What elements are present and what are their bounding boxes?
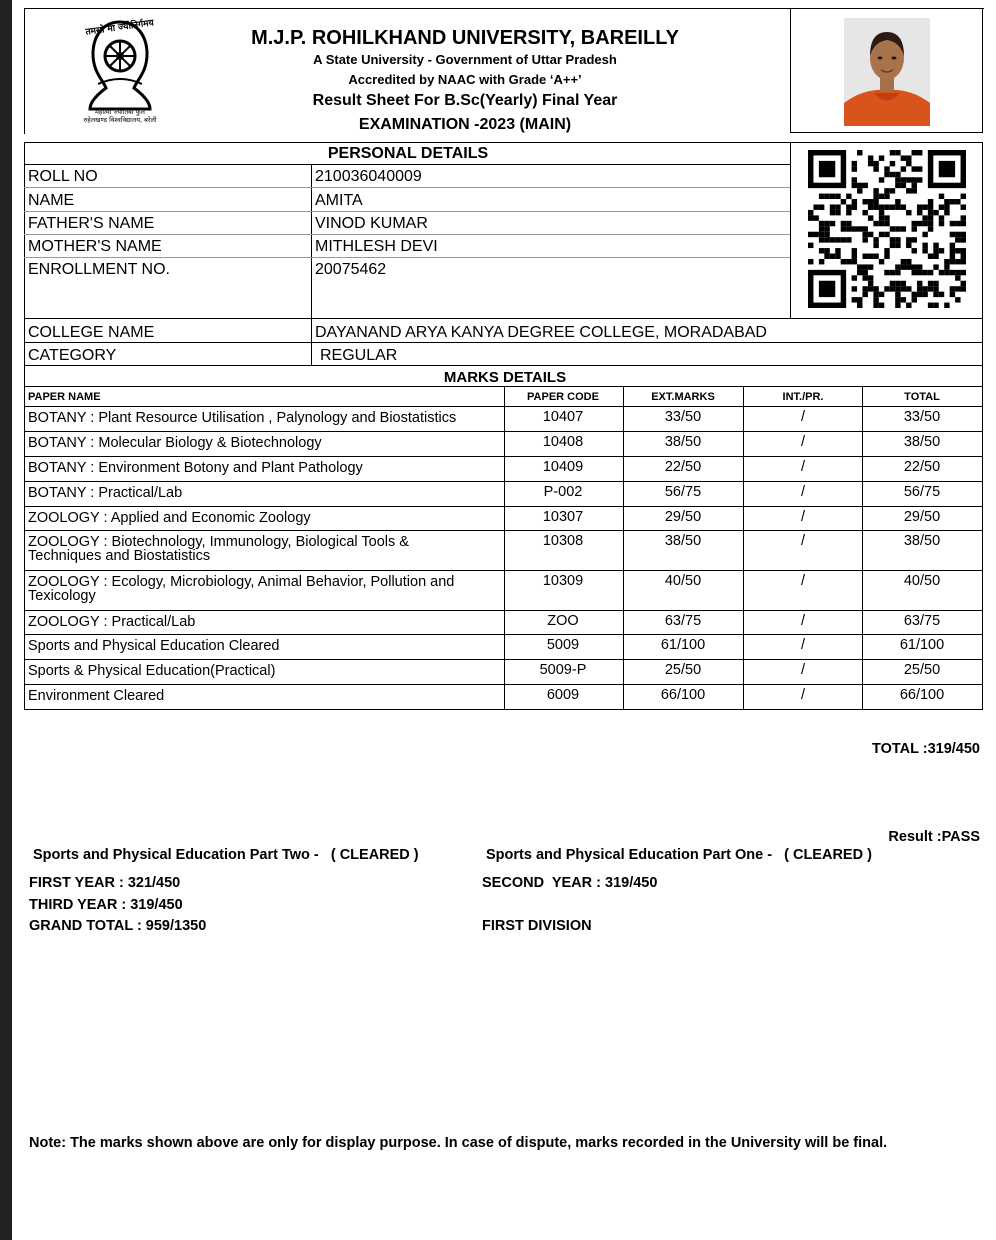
exam-title: EXAMINATION -2023 (MAIN): [358, 116, 572, 133]
col-header-paper-name: PAPER NAME: [28, 391, 101, 403]
row-total: 38/50: [903, 533, 941, 549]
ext-marks: 29/50: [664, 509, 702, 525]
svg-text:रुहेलखण्ड विश्वविद्यालय, बरेली: रुहेलखण्ड विश्वविद्यालय, बरेली: [83, 116, 157, 124]
accreditation: Accredited by NAAC with Grade ‘A++’: [348, 72, 582, 87]
personal-label-roll: ROLL NO: [28, 168, 98, 185]
svg-text:तमसो मा ज्योतिर्गमय: तमसो मा ज्योतिर्गमय: [84, 18, 155, 38]
int-marks: /: [800, 434, 806, 450]
university-name: M.J.P. ROHILKHAND UNIVERSITY, BAREILLY: [251, 27, 679, 49]
personal-label-name: NAME: [28, 192, 75, 209]
row-total: 40/50: [903, 573, 941, 589]
result-status: Result :PASS: [888, 829, 980, 845]
row-total: 22/50: [903, 459, 941, 475]
ext-marks: 25/50: [664, 662, 702, 678]
paper-code: 5009-P: [539, 662, 587, 678]
personal-label-enrollment: ENROLLMENT NO.: [28, 261, 170, 278]
paper-code: 5009: [546, 637, 580, 653]
paper-code: 10409: [542, 459, 584, 475]
sports-part-two: Sports and Physical Education Part Two - ( CLEARED ): [33, 847, 419, 863]
college-value: DAYANAND ARYA KANYA DEGREE COLLEGE, MORADABAD: [315, 324, 767, 341]
first-year: FIRST YEAR : 321/450: [29, 875, 181, 891]
int-marks: /: [800, 637, 806, 653]
marks-details-title: MARKS DETAILS: [443, 369, 567, 386]
personal-value-name: AMITA: [315, 192, 363, 209]
university-subtitle: A State University - Government of Uttar Pradesh: [313, 52, 617, 67]
col-header-paper-code: PAPER CODE: [527, 391, 599, 403]
int-marks: /: [800, 409, 806, 425]
int-marks: /: [800, 687, 806, 703]
int-marks: /: [800, 533, 806, 549]
paper-code: 10407: [542, 409, 584, 425]
sports-part-one: Sports and Physical Education Part One - ( CLEARED ): [486, 847, 872, 863]
ext-marks: 38/50: [664, 533, 702, 549]
sheet-title: Result Sheet For B.Sc(Yearly) Final Year: [312, 92, 618, 109]
row-total: 25/50: [903, 662, 941, 678]
paper-name: ZOOLOGY : Ecology, Microbiology, Animal Behavior, Pollution and: [28, 574, 455, 590]
paper-name: BOTANY : Plant Resource Utilisation , Palynology and Biostatistics: [28, 410, 457, 426]
paper-name: BOTANY : Practical/Lab: [28, 485, 183, 501]
paper-code: ZOO: [547, 613, 579, 629]
row-total: 33/50: [903, 409, 941, 425]
college-label: COLLEGE NAME: [28, 324, 155, 341]
paper-name-cont: Texicology: [28, 588, 96, 604]
paper-name: ZOOLOGY : Biotechnology, Immunology, Biological Tools &: [28, 534, 409, 550]
student-photo: [844, 18, 930, 126]
paper-name-cont: Techniques and Biostatistics: [28, 548, 211, 564]
svg-text:महात्मा ज्योतिबा फुले: महात्मा ज्योतिबा फुले: [95, 108, 145, 116]
paper-name: BOTANY : Environment Botony and Plant Pathology: [28, 460, 363, 476]
paper-code: 10308: [542, 533, 584, 549]
third-year: THIRD YEAR : 319/450: [29, 897, 183, 913]
ext-marks: 63/75: [664, 613, 702, 629]
personal-value-enrollment: 20075462: [315, 261, 387, 278]
division: FIRST DIVISION: [482, 918, 592, 934]
personal-details-title: PERSONAL DETAILS: [327, 145, 489, 162]
paper-name: BOTANY : Molecular Biology & Biotechnology: [28, 435, 322, 451]
personal-value-father: VINOD KUMAR: [315, 215, 428, 232]
row-total: 61/100: [899, 637, 945, 653]
category-value: REGULAR: [320, 347, 398, 364]
ext-marks: 22/50: [664, 459, 702, 475]
personal-label-father: FATHER'S NAME: [28, 215, 155, 232]
total-marks: TOTAL :319/450: [872, 741, 980, 757]
row-total: 38/50: [903, 434, 941, 450]
paper-code: 6009: [546, 687, 580, 703]
paper-name: Sports & Physical Education(Practical): [28, 663, 276, 679]
row-total: 63/75: [903, 613, 941, 629]
ext-marks: 61/100: [660, 637, 706, 653]
col-header-ext-marks: EXT.MARKS: [651, 391, 715, 403]
personal-label-mother: MOTHER'S NAME: [28, 238, 162, 255]
second-year: SECOND YEAR : 319/450: [482, 875, 658, 891]
ext-marks: 40/50: [664, 573, 702, 589]
paper-code: 10309: [542, 573, 584, 589]
grand-total: GRAND TOTAL : 959/1350: [29, 918, 207, 934]
disclaimer-note: Note: The marks shown above are only for display purpose. In case of dispute, marks recorded in the University will be final.: [29, 1135, 888, 1151]
col-header-int-pr: INT./PR.: [782, 391, 824, 403]
paper-code: 10408: [542, 434, 584, 450]
int-marks: /: [800, 662, 806, 678]
int-marks: /: [800, 573, 806, 589]
int-marks: /: [800, 613, 806, 629]
row-total: 56/75: [903, 484, 941, 500]
paper-code: P-002: [543, 484, 583, 500]
ext-marks: 38/50: [664, 434, 702, 450]
ext-marks: 33/50: [664, 409, 702, 425]
int-marks: /: [800, 509, 806, 525]
personal-value-mother: MITHLESH DEVI: [315, 238, 438, 255]
paper-name: ZOOLOGY : Practical/Lab: [28, 614, 196, 630]
page-left-edge: [0, 0, 12, 1240]
paper-name: ZOOLOGY : Applied and Economic Zoology: [28, 510, 311, 526]
paper-name: Sports and Physical Education Cleared: [28, 638, 280, 654]
university-logo: [68, 14, 173, 124]
qr-code: [808, 150, 966, 308]
ext-marks: 66/100: [660, 687, 706, 703]
category-label: CATEGORY: [28, 347, 117, 364]
row-total: 66/100: [899, 687, 945, 703]
paper-code: 10307: [542, 509, 584, 525]
col-header-total: TOTAL: [904, 391, 940, 403]
int-marks: /: [800, 484, 806, 500]
paper-name: Environment Cleared: [28, 688, 165, 704]
row-total: 29/50: [903, 509, 941, 525]
personal-value-roll: 210036040009: [315, 168, 422, 185]
int-marks: /: [800, 459, 806, 475]
ext-marks: 56/75: [664, 484, 702, 500]
